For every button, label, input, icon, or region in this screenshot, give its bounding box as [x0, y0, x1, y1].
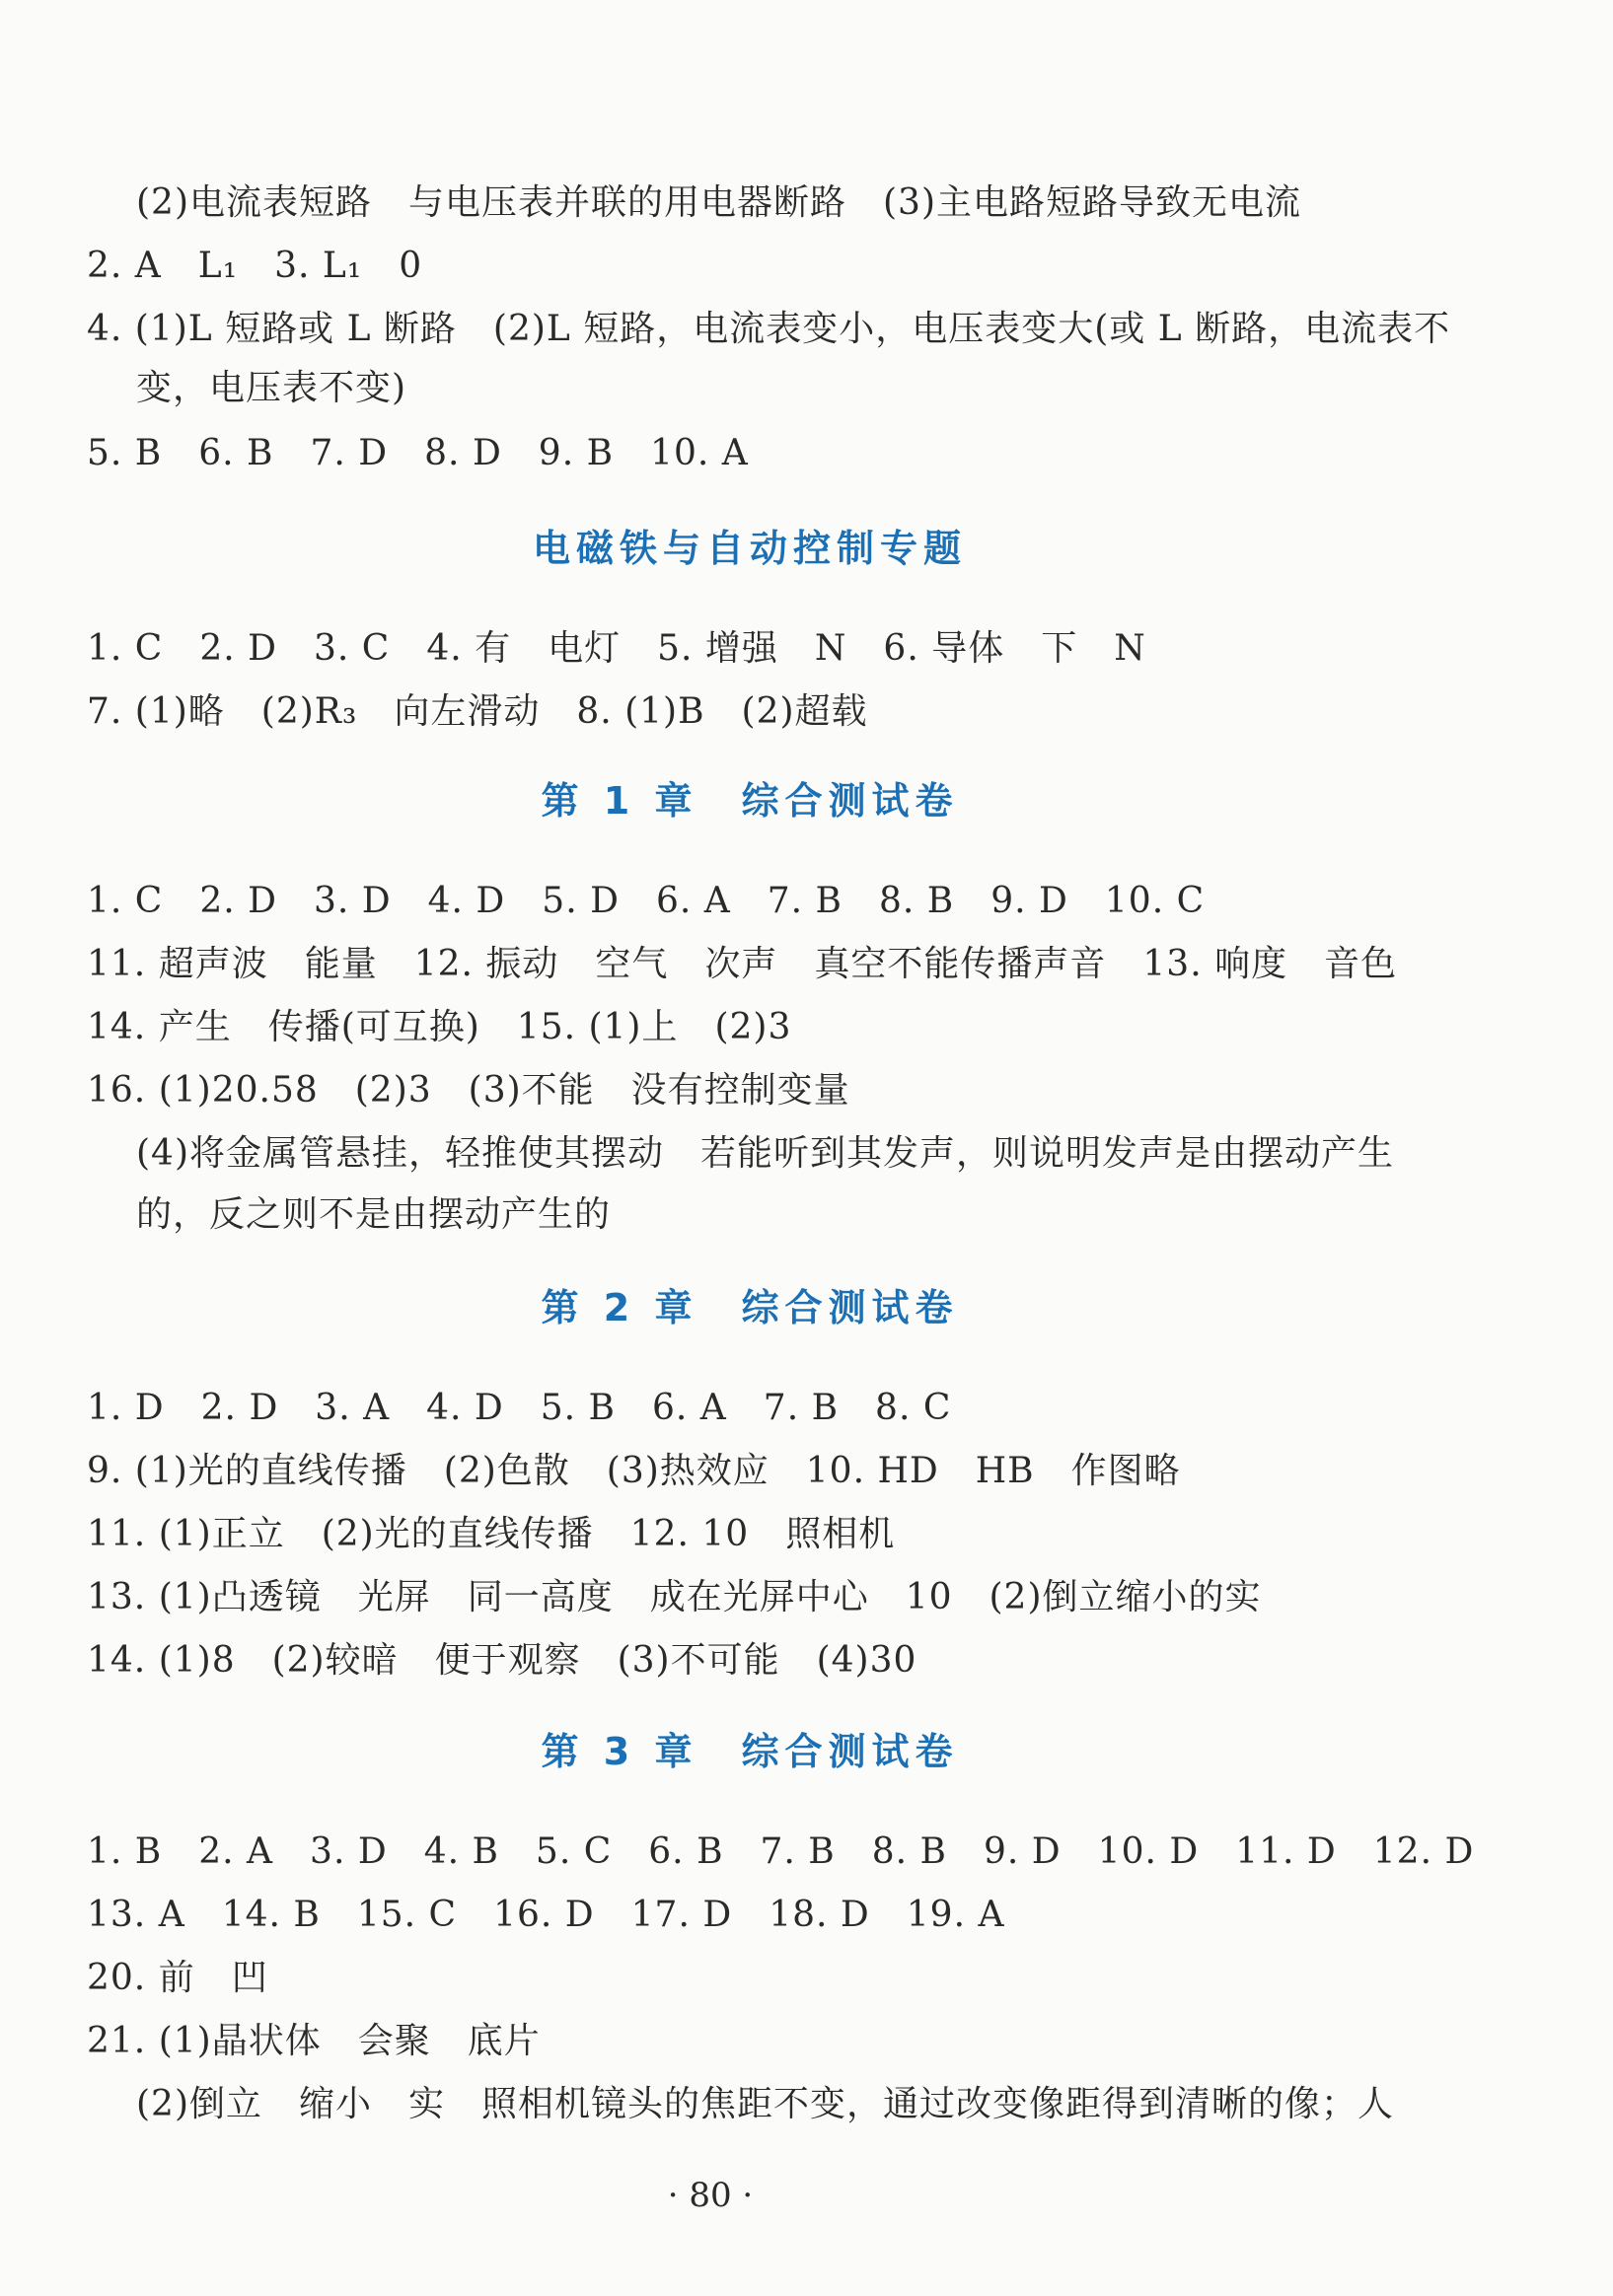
answer-line: 14. (1)8 (2)较暗 便于观察 (3)不可能 (4)30 — [87, 1640, 917, 1681]
answer-line: (2)倒立 缩小 实 照相机镜头的焦距不变，通过改变像距得到清晰的像；人 — [136, 2084, 1394, 2124]
answer-line: 13. (1)凸透镜 光屏 同一高度 成在光屏中心 10 (2)倒立缩小的实 — [87, 1577, 1262, 1617]
answer-line: 11. (1)正立 (2)光的直线传播 12. 10 照相机 — [87, 1514, 896, 1554]
answer-line: 11. 超声波 能量 12. 振动 空气 次声 真空不能传播声音 13. 响度 音色 — [87, 944, 1398, 984]
answer-line: 14. 产生 传播(可互换) 15. (1)上 (2)3 — [87, 1007, 792, 1047]
answer-line: 的，反之则不是由摆动产生的 — [136, 1194, 612, 1235]
answer-line: 5. B 6. B 7. D 8. D 9. B 10. A — [87, 433, 749, 473]
answer-line: 21. (1)晶状体 会聚 底片 — [87, 2021, 541, 2061]
answer-line: 4. (1)L 短路或 L 断路 (2)L 短路，电流表变小，电压表变大(或 L 断路，电流表不 — [87, 309, 1451, 349]
answer-line: (4)将金属管悬挂，轻推使其摆动 若能听到其发声，则说明发声是由摆动产生 — [136, 1133, 1394, 1174]
section-heading: 第 2 章 综合测试卷 — [541, 1286, 959, 1329]
answer-line: (2)电流表短路 与电压表并联的用电器断路 (3)主电路短路导致无电流 — [136, 182, 1301, 223]
answer-line: 16. (1)20.58 (2)3 (3)不能 没有控制变量 — [87, 1070, 850, 1111]
answer-line: 13. A 14. B 15. C 16. D 17. D 18. D 19. A — [87, 1895, 1005, 1935]
answer-line: 7. (1)略 (2)R₃ 向左滑动 8. (1)B (2)超载 — [87, 691, 868, 732]
answer-line: 1. D 2. D 3. A 4. D 5. B 6. A 7. B 8. C — [87, 1388, 952, 1428]
section-heading: 第 3 章 综合测试卷 — [541, 1730, 959, 1773]
answer-line: 1. C 2. D 3. D 4. D 5. D 6. A 7. B 8. B 9. D 10. C — [87, 881, 1206, 921]
answer-line: 1. B 2. A 3. D 4. B 5. C 6. B 7. B 8. B 9. D 10. D 11. D 12. D — [87, 1831, 1475, 1872]
answer-line: 9. (1)光的直线传播 (2)色散 (3)热效应 10. HD HB 作图略 — [87, 1451, 1181, 1491]
answer-line: 1. C 2. D 3. C 4. 有 电灯 5. 增强 N 6. 导体 下 N — [87, 628, 1146, 669]
answer-line: 20. 前 凹 — [87, 1958, 268, 1998]
section-heading: 第 1 章 综合测试卷 — [541, 779, 959, 823]
section-heading: 电磁铁与自动控制专题 — [532, 527, 967, 570]
page-number: · 80 · — [667, 2176, 754, 2215]
answer-line: 变，电压表不变) — [136, 368, 407, 408]
answer-line: 2. A L₁ 3. L₁ 0 — [87, 246, 423, 286]
